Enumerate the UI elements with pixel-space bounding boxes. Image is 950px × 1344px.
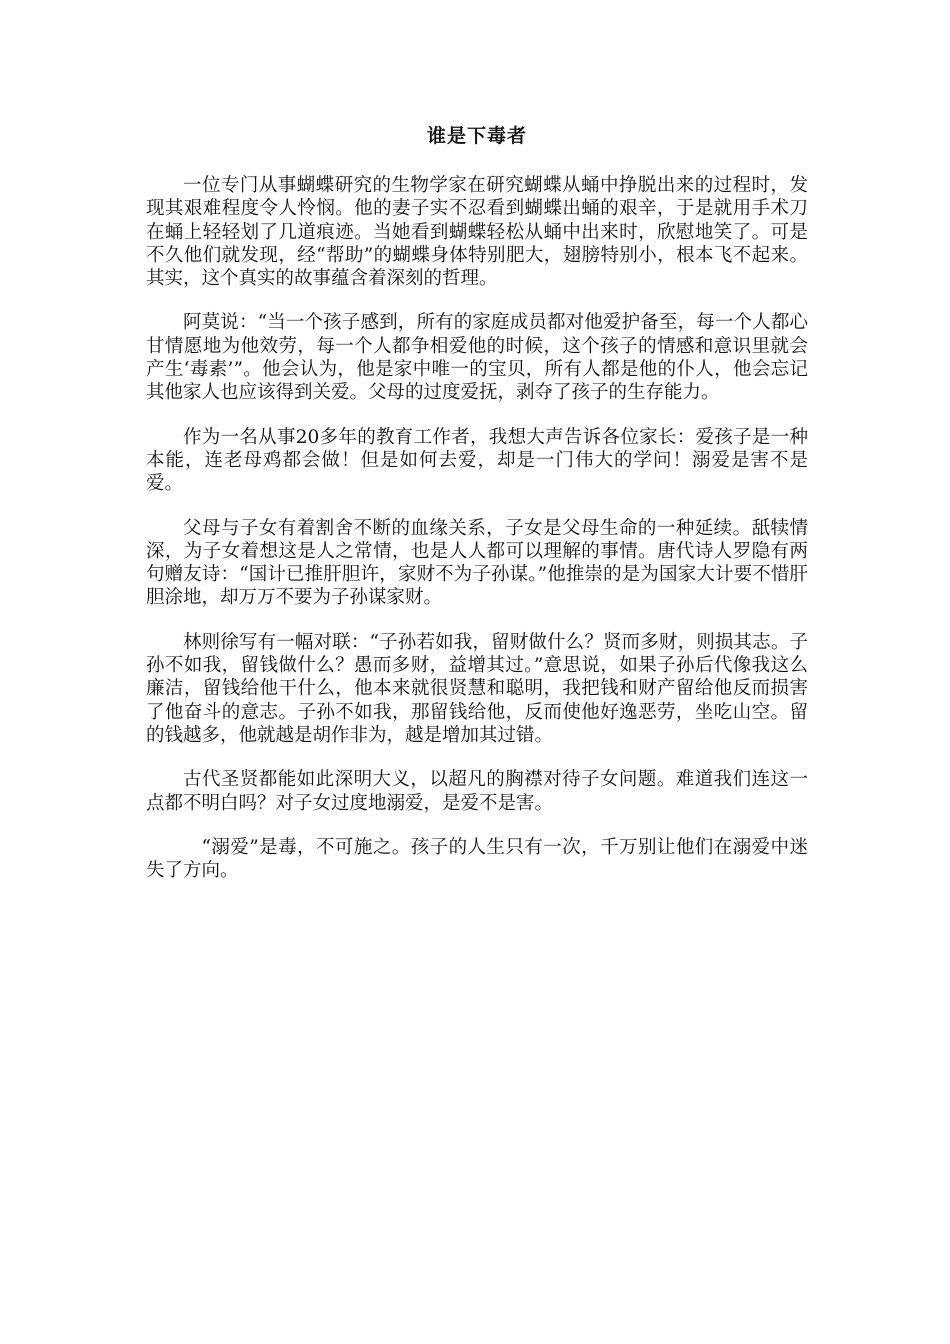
paragraph-butterfly-story: 一位专门从事蝴蝶研究的生物学家在研究蝴蝶从蛹中挣脱出来的过程时，发现其艰难程度令人怜悯。他的妻子实不忍看到蝴蝶出蛹的艰辛，于是就用手术刀在蛹上轻轻划了几道痕迹。当她看到蝴蝶轻松从蛹中出来时，欣慰地笑了。可是不久他们就发现，经“帮助”的蝴蝶身体特别肥大，翅膀特别小，根本飞不起来。 其实，这个真实的故事蕴含着深刻的哲理。 — [146, 175, 808, 290]
paragraph-lin-zexu-couplet: 林则徐写有一幅对联：“子孙若如我，留财做什么？贤而多财，则损其志。子孙不如我，留钱做什么？愚而多财，益增其过。”意思说，如果子孙后代像我这么廉洁，留钱给他干什么，他本来就很贤慧和聪明，我把钱和财产留给他反而损害了他奋斗的意志。子孙不如我，那留钱给他，反而使他好逸恶劳，坐吃山空。留的钱越多，他就越是胡作非为，越是增加其过错。 — [146, 631, 808, 746]
paragraph-parent-child-bond: 父母与子女有着割舍不断的血缘关系，子女是父母生命的一种延续。舐犊情深，为子女着想这是人之常情，也是人人都可以理解的事情。唐代诗人罗隐有两句赠友诗：“国计已推肝胆许，家财不为子孙谋。”他推崇的是为国家大计要不惜肝胆涂地，却万万不要为子孙谋家财。 — [146, 517, 808, 609]
paragraph-ancient-sages: 古代圣贤都能如此深明大义，以超凡的胸襟对待子女问题。难道我们连这一点都不明白吗？对子女过度地溺爱，是爱不是害。 — [146, 769, 808, 814]
paragraph-amo-quote: 阿莫说：“当一个孩子感到，所有的家庭成员都对他爱护备至，每一个人都心甘情愿地为他效劳，每一个人都争相爱他的时候，这个孩子的情感和意识里就会产生‘毒素’”。他会认为，他是家中唯一的宝贝，所有人都是他的仆人，他会忘记其他家人也应该得到关爱。父母的过度爱抚，剥夺了孩子的生存能力。 — [146, 312, 808, 404]
paragraph-conclusion: “溺爱”是毒，不可施之。孩子的人生只有一次，千万别让他们在溺爱中迷失了方向。 — [146, 836, 808, 882]
paragraph-educator-message: 作为一名从事20多年的教育工作者，我想大声告诉各位家长：爱孩子是一种本能，连老母鸡都会做！但是如何去爱，却是一门伟大的学问！溺爱是害不是爱。 — [146, 426, 808, 495]
document-body — [146, 118, 808, 903]
document-title: 谁是下毒者 — [426, 125, 527, 147]
